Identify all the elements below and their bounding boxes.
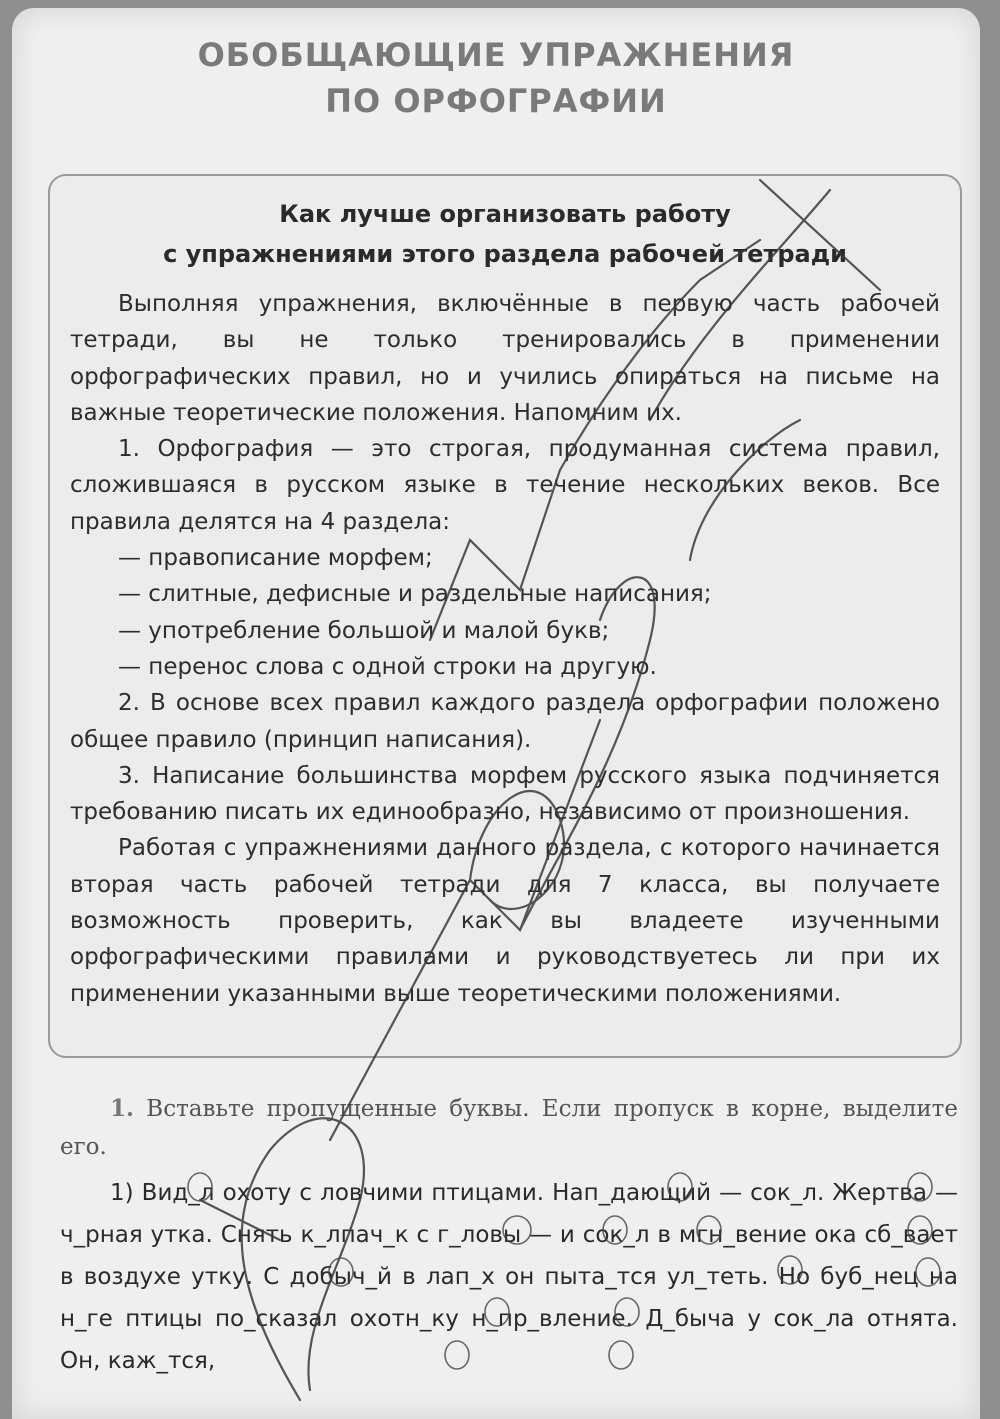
info-box-title (50, 194, 960, 274)
list-item: — правописание морфем; (118, 545, 433, 572)
info-paragraph: 2. В основе всех правил каждого раздела орфографии положено общее правило (принцип написания). (70, 690, 940, 753)
exercise-instruction-text: Вставьте пропущенные буквы. Если пропуск в корне, выделите его. (60, 1096, 958, 1160)
page-title-line1: ОБОБЩАЮЩИЕ УПРАЖНЕНИЯ (197, 36, 795, 74)
info-paragraph: Выполняя упражнения, включённые в первую часть рабочей тетради, вы не только тренировались в применении орфографических правил, но и учились опираться на письме на важные теоретические положения. Напомним их. (70, 291, 940, 426)
info-box-title-line2: с упражнениями этого раздела рабочей тетради (163, 240, 847, 268)
info-box (48, 174, 962, 1058)
info-box-body (70, 286, 940, 1012)
page-title-line2: ПО ОРФОГРАФИИ (325, 82, 667, 120)
list-item: — перенос слова с одной строки на другую. (118, 653, 657, 680)
exercise-instruction (60, 1090, 958, 1166)
page-title (12, 32, 980, 124)
info-paragraph: 3. Написание большинства морфем русского языка подчиняется требованию писать их единообразно, независимо от произношения. (70, 762, 940, 826)
list-item: — употребление большой и малой букв; (118, 617, 610, 644)
exercise-paragraph: 1) Вид_л охоту с ловчими птицами. Нап_дающий — сок_л. Жертва — ч_рная утка. Снять к_лпач_к с г_ловы — и сок_л в мгн_вение ока сб_вает в воздухе утку. С добыч_й в лап_х он пыта_тся ул_теть. Но буб_нец на н_ге птицы по_сказал охотн_ку н_пр_вление. Д_быча у сок_ла отнята. Он, каж_тся, (60, 1180, 958, 1374)
list-item: — слитные, дефисные и раздельные написания; (118, 581, 712, 608)
info-paragraph: Работая с упражнениями данного раздела, с которого начинается вторая часть рабочей тетради для 7 класса, вы получаете возможность проверить, как вы владеете изученными орфографическими правилами и руководствуетесь ли при их применении указанными выше теоретическими положениями. (70, 835, 940, 1007)
exercise-text (60, 1172, 958, 1382)
info-box-title-line1: Как лучше организовать работу (279, 200, 731, 228)
exercise-number: 1. (110, 1095, 135, 1122)
info-paragraph: 1. Орфография — это строгая, продуманная система правил, сложившаяся в русском языке в течение нескольких веков. Все правила делятся на 4 раздела: (70, 436, 940, 535)
workbook-page (12, 8, 980, 1419)
